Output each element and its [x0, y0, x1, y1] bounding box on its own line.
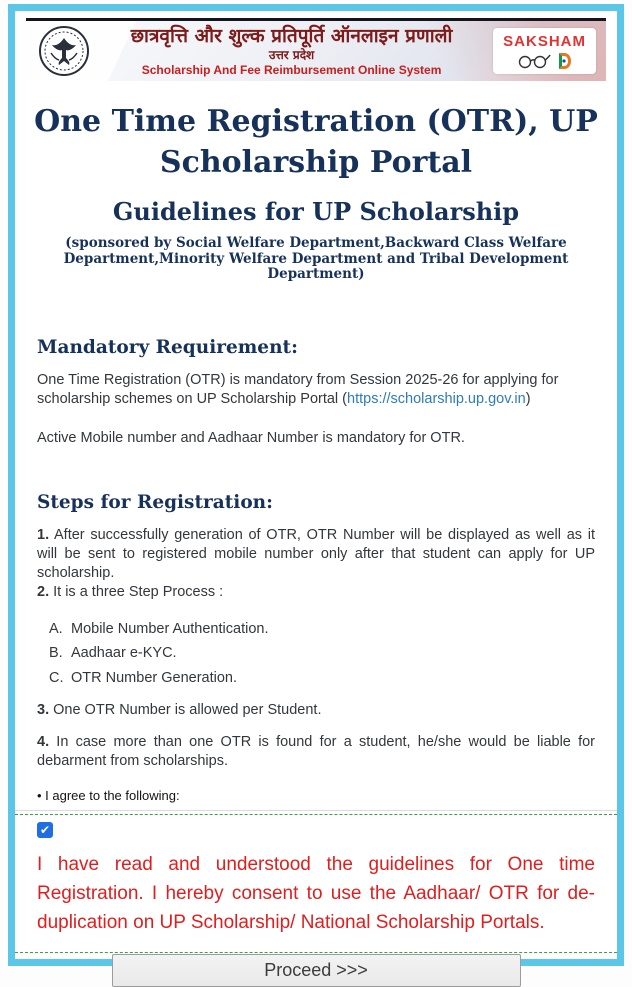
list-item-text: Aadhaar e-KYC. [71, 645, 177, 661]
list-item [49, 644, 595, 663]
hindi-title: छात्रवृत्ति और शुल्क प्रतिपूर्ति ऑनलाइन प्रणाली [130, 24, 453, 47]
consent-section [15, 814, 617, 953]
step-1-number: 1. [37, 526, 50, 543]
portal-page [8, 4, 624, 980]
step-2-number: 2. [37, 583, 50, 600]
three-step-process-list [49, 620, 595, 688]
step-2-text: It is a three Step Process : [49, 583, 224, 600]
list-item-label: B. [49, 645, 63, 661]
digital-india-icon [556, 52, 572, 70]
step-4 [37, 733, 595, 771]
page-title: One Time Registration (OTR), UP Scholarship Portal [34, 104, 598, 180]
step-4-text: In case more than one OTR is found for a student, he/she would be liable for debarment from scholarships. [37, 733, 595, 769]
list-item-text: OTR Number Generation. [71, 669, 238, 686]
list-item [49, 669, 595, 688]
step-3-text: One OTR Number is allowed per Student. [49, 701, 322, 718]
step-2 [37, 583, 595, 602]
english-title: Scholarship And Fee Reimbursement Online System [141, 63, 442, 78]
scholarship-portal-link[interactable]: https://scholarship.up.gov.in [347, 390, 526, 407]
up-government-seal-icon [38, 25, 90, 77]
proceed-row [37, 954, 595, 987]
mobile-aadhaar-note: Active Mobile number and Aadhaar Number is mandatory for OTR. [37, 429, 465, 446]
list-item [49, 620, 595, 639]
agree-intro-text: • I agree to the following: [37, 787, 180, 803]
mandatory-paragraph [37, 371, 595, 409]
step-3 [37, 701, 595, 720]
mandatory-text-after-link: ) [525, 390, 531, 407]
step-1-text: After successfully generation of OTR, OTR Number will be displayed as well as it will be sent to registered mobile number only after that student can apply for UP scholarship. [37, 526, 595, 581]
sponsored-by-text: (sponsored by Social Welfare Department,Backward Class Welfare Department,Minority Welfare Department and Tribal Development Department) [63, 235, 569, 282]
consent-checkbox[interactable] [37, 822, 53, 838]
header-titles [90, 24, 493, 78]
list-item-label: C. [49, 669, 64, 686]
header-banner [26, 18, 606, 81]
divider [15, 810, 617, 811]
list-item-text: Mobile Number Authentication. [71, 620, 269, 637]
step-1 [37, 526, 595, 583]
checkmark-icon: ✔ [39, 822, 51, 837]
list-item-label: A. [49, 620, 63, 637]
step-4-number: 4. [37, 733, 50, 750]
guidelines-heading: Guidelines for UP Scholarship [112, 197, 520, 226]
consent-statement: I have read and understood the guidelines for One time Registration. I hereby consent to use the Aadhaar/ OTR for de-duplication on UP Scholarship/ National Scholarship Portals. [37, 853, 595, 933]
hindi-subtitle: उत्तर प्रदेश [268, 47, 315, 62]
step-3-number: 3. [37, 701, 50, 718]
saksham-label: SAKSHAM [503, 33, 586, 50]
proceed-button[interactable]: Proceed >>> [112, 954, 521, 987]
mandatory-text-before-link: One Time Registration (OTR) is mandatory from Session 2025-26 for applying for scholarship schemes on UP Scholarship Portal ( [37, 371, 559, 407]
eyeglasses-icon [517, 53, 551, 69]
steps-for-registration-heading: Steps for Registration: [37, 491, 273, 513]
saksham-logo [493, 28, 596, 74]
mandatory-requirement-heading: Mandatory Requirement: [37, 336, 298, 358]
